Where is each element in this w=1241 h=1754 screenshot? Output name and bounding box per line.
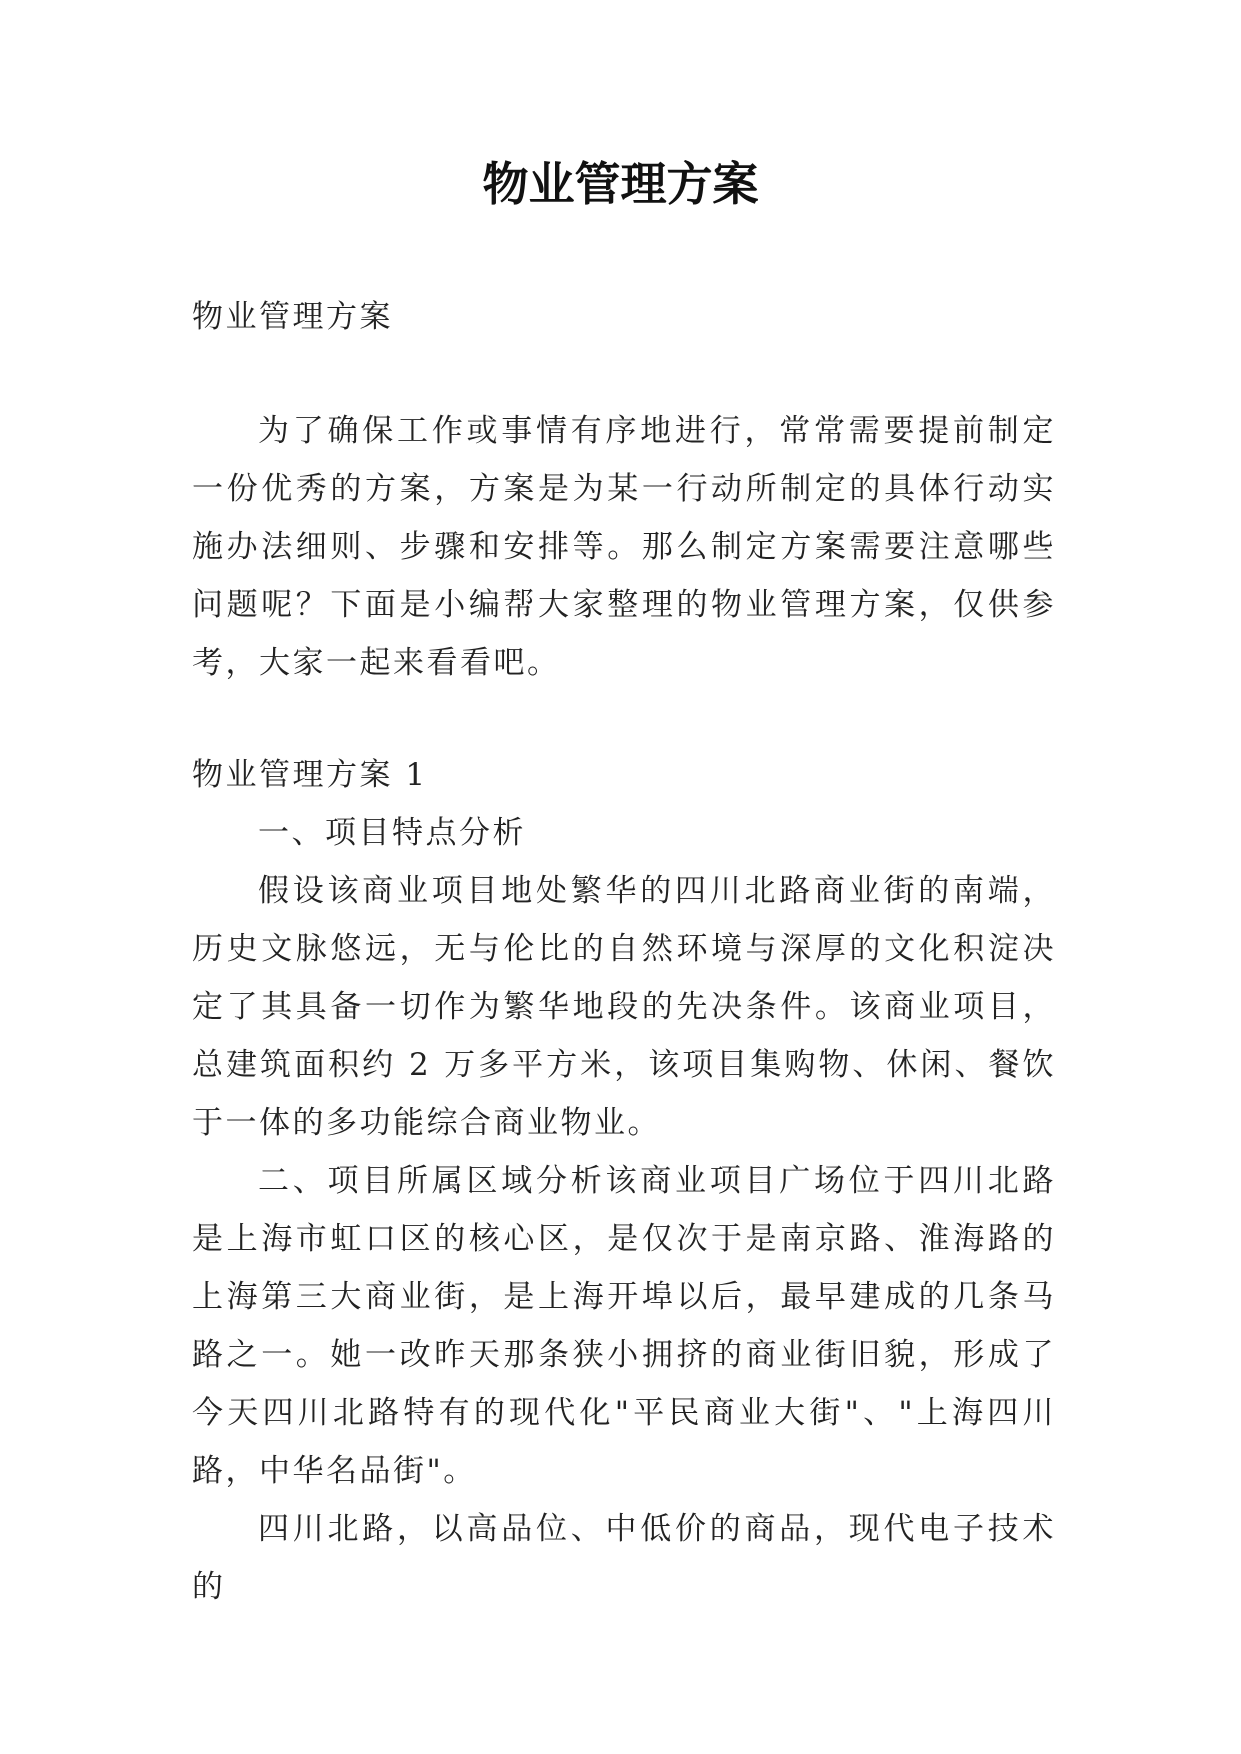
- section-3-paragraph: 四川北路，以高品位、中低价的商品，现代电子技术的: [192, 1511, 1056, 1605]
- intro-paragraph: 为了确保工作或事情有序地进行，常常需要提前制定一份优秀的方案，方案是为某一行动所制定的具体行动实施办法细则、步骤和安排等。那么制定方案需要注意哪些问题呢？下面是小编帮大家整理的物业管理方案，仅供参考，大家一起来看看吧。: [192, 413, 1056, 681]
- section-1-heading: 一、项目特点分析: [258, 815, 526, 851]
- section-2-paragraph: 二、项目所属区域分析该商业项目广场位于四川北路是上海市虹口区的核心区，是仅次于是南京路、淮海路的上海第三大商业街，是上海开埠以后，最早建成的几条马路之一。她一改昨天那条狭小拥挤的商业街旧貌，形成了今天四川北路特有的现代化"平民商业大街"、"上海四川路，中华名品街"。: [192, 1163, 1056, 1489]
- document-body: [192, 288, 1056, 1616]
- section-heading: 物业管理方案 1: [192, 757, 428, 793]
- document-title: 物业管理方案: [482, 157, 759, 211]
- section-1-paragraph: 假设该商业项目地处繁华的四川北路商业街的南端，历史文脉悠远，无与伦比的自然环境与深厚的文化积淀决定了其具备一切作为繁华地段的先决条件。该商业项目，总建筑面积约 2 万多平方米，该项目集购物、休闲、餐饮于一体的多功能综合商业物业。: [192, 873, 1056, 1141]
- document-subtitle: 物业管理方案: [192, 299, 393, 335]
